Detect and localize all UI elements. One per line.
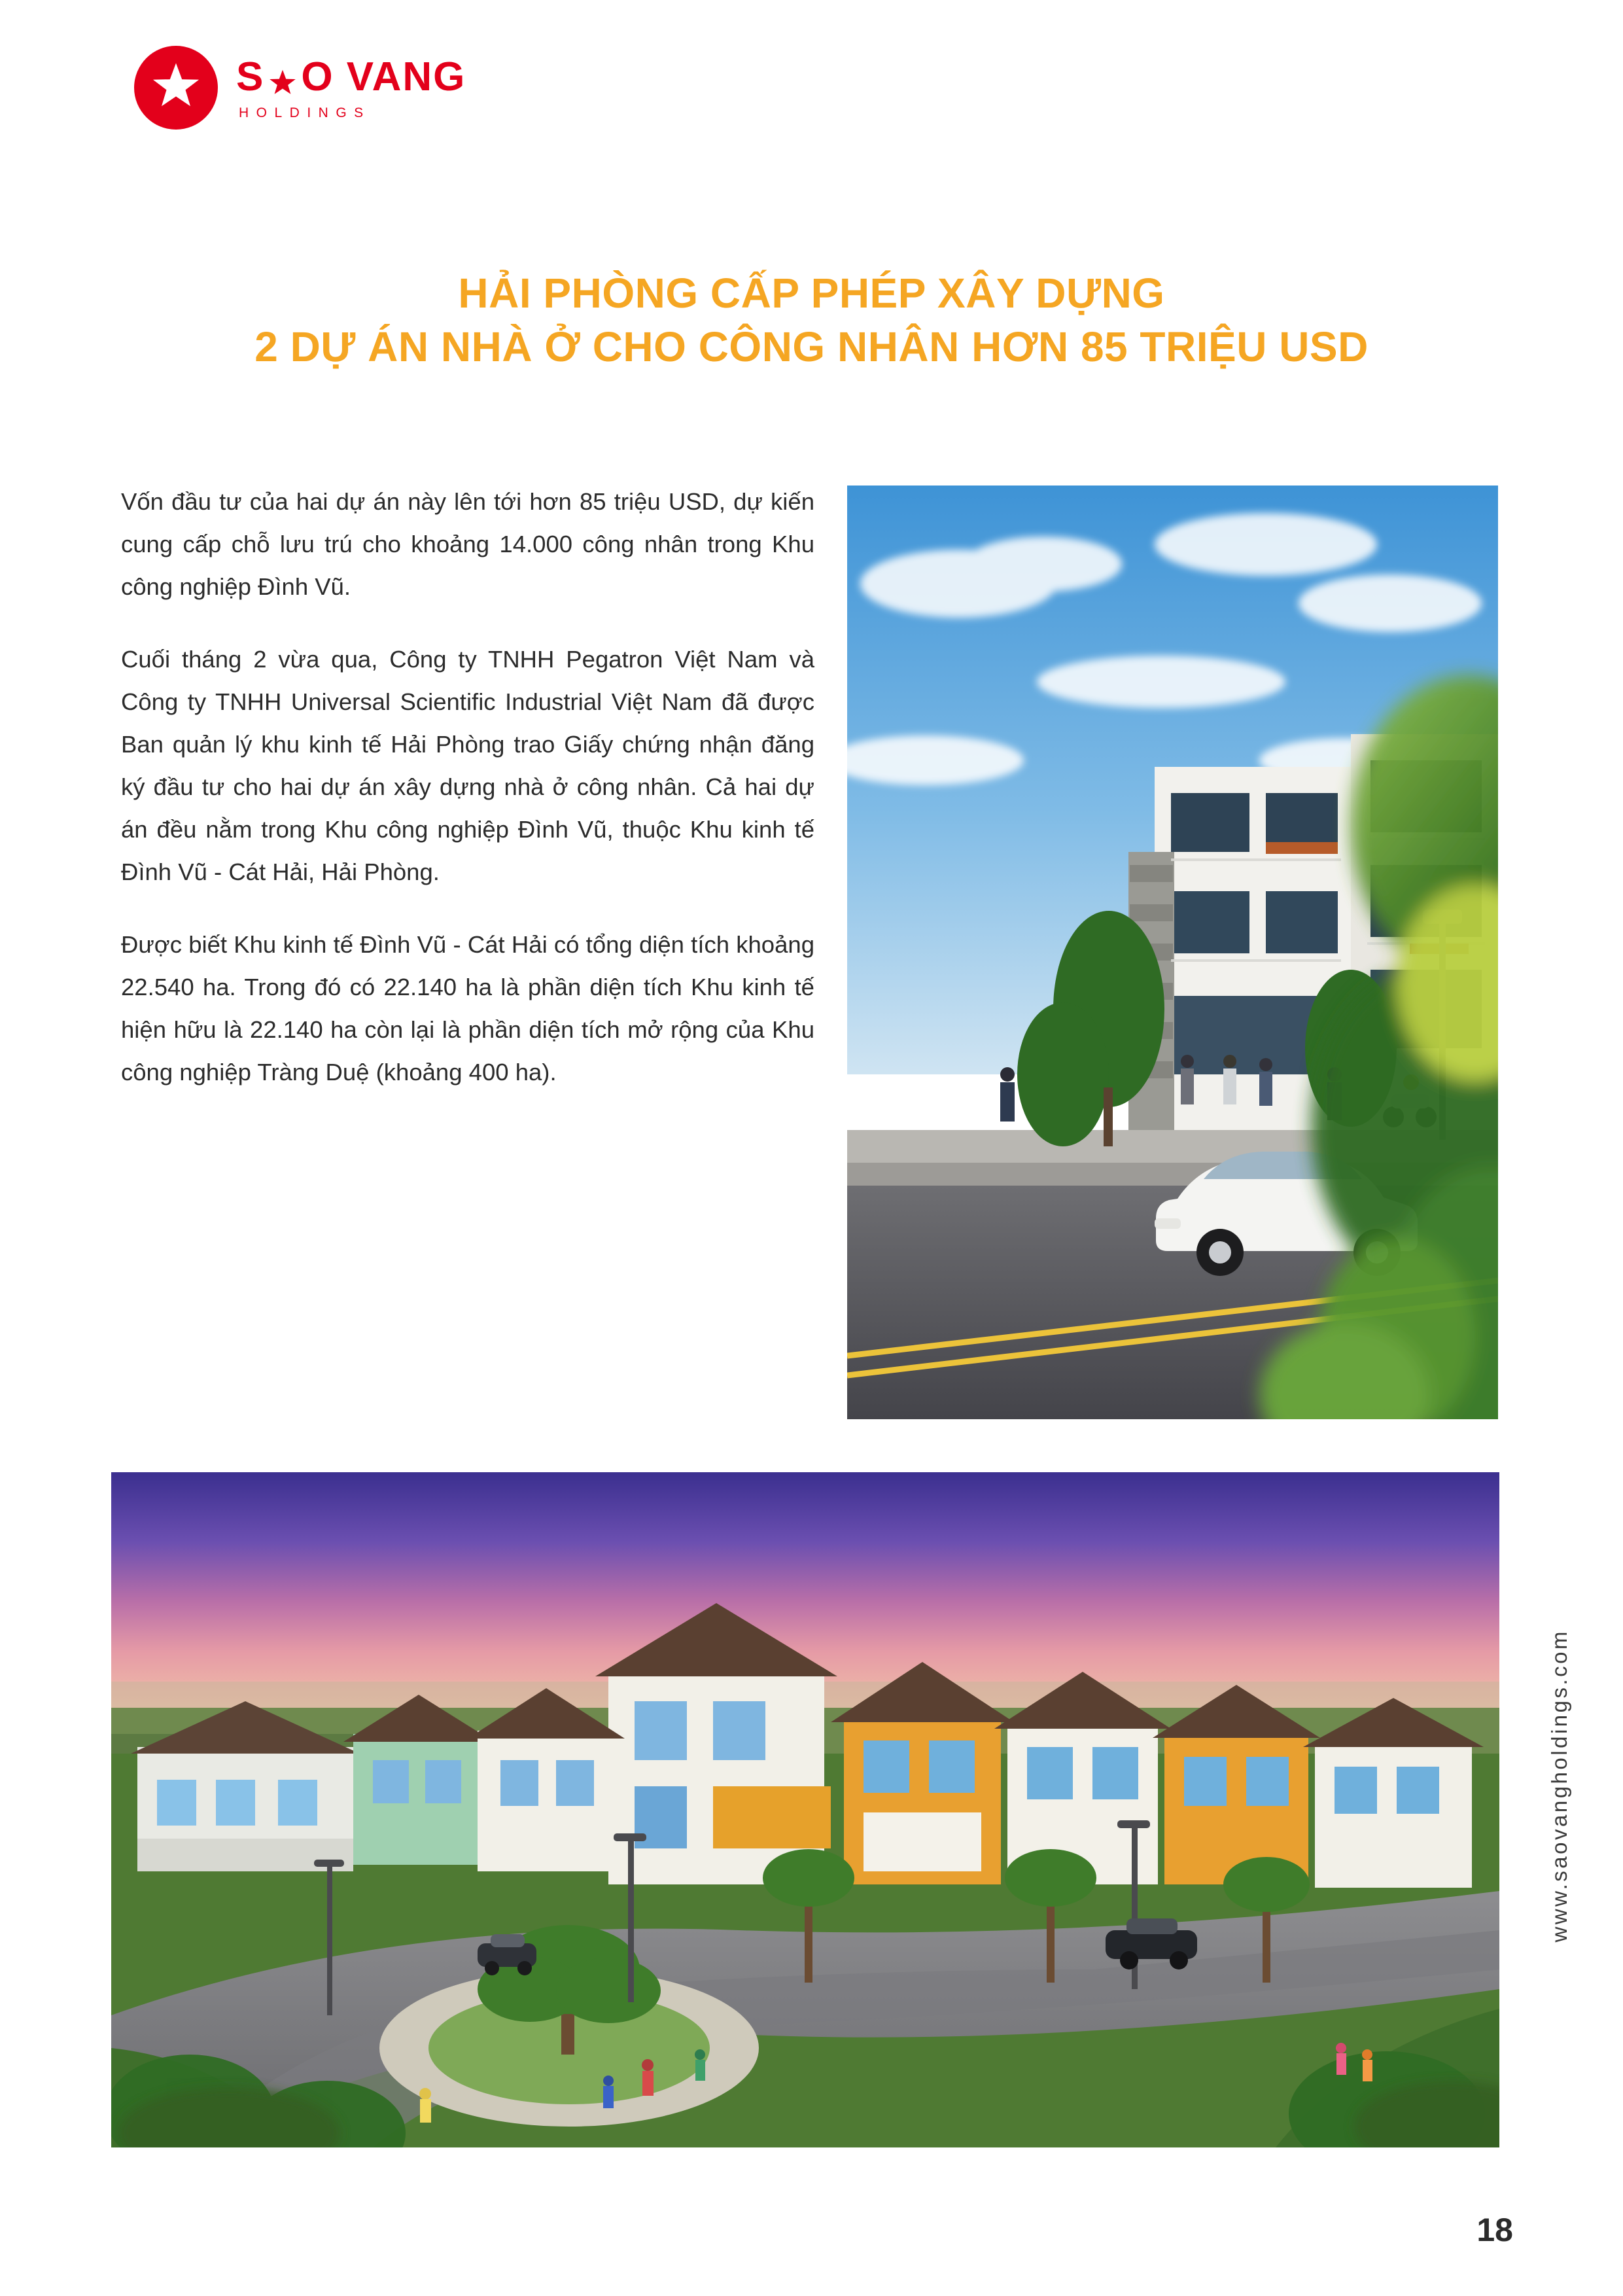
page-title-line-1: HẢI PHÒNG CẤP PHÉP XÂY DỰNG — [458, 269, 1165, 317]
brand-wordmark — [236, 54, 466, 121]
article-body — [121, 481, 814, 1094]
neighbourhood-photo — [111, 1472, 1499, 2147]
townhouse-photo — [847, 486, 1498, 1419]
brand-name-suffix: O VANG — [301, 54, 466, 99]
red-star-badge-icon — [134, 46, 218, 130]
small-star-icon — [268, 64, 297, 93]
website-url: www.saovangholdings.com — [1547, 1629, 1571, 1943]
page-title-line-2: 2 DỰ ÁN NHÀ Ở CHO CÔNG NHÂN HƠN 85 TRIỆU USD — [254, 323, 1369, 370]
page-title — [0, 267, 1623, 374]
brand-tagline: HOLDINGS — [239, 105, 371, 120]
brand-name — [236, 54, 466, 99]
page-number: 18 — [1476, 2212, 1513, 2248]
brand-logo — [134, 46, 466, 130]
article-paragraph: Cuối tháng 2 vừa qua, Công ty TNHH Pegatron Việt Nam và Công ty TNHH Universal Scientific Industrial Việt Nam đã được Ban quản lý khu kinh tế Hải Phòng trao Giấy chứng nhận đăng ký đầu tư cho hai dự án xây dựng nhà ở công nhân. Cả hai dự án đều nằm trong Khu công nghiệp Đình Vũ, thuộc Khu kinh tế Đình Vũ - Cát Hải, Hải Phòng. — [121, 645, 814, 885]
article-paragraph: Vốn đầu tư của hai dự án này lên tới hơn 85 triệu USD, dự kiến cung cấp chỗ lưu trú cho khoảng 14.000 công nhân trong Khu công nghiệp Đình Vũ. — [121, 488, 814, 600]
article-paragraph: Được biết Khu kinh tế Đình Vũ - Cát Hải có tổng diện tích khoảng 22.540 ha. Trong đó có 22.140 ha là phần diện tích Khu kinh tế hiện hữu là 22.140 ha còn lại là phần diện tích mở rộng của Khu công nghiệp Tràng Duệ (khoảng 400 ha). — [121, 930, 814, 1086]
brand-name-prefix: S — [236, 54, 265, 99]
